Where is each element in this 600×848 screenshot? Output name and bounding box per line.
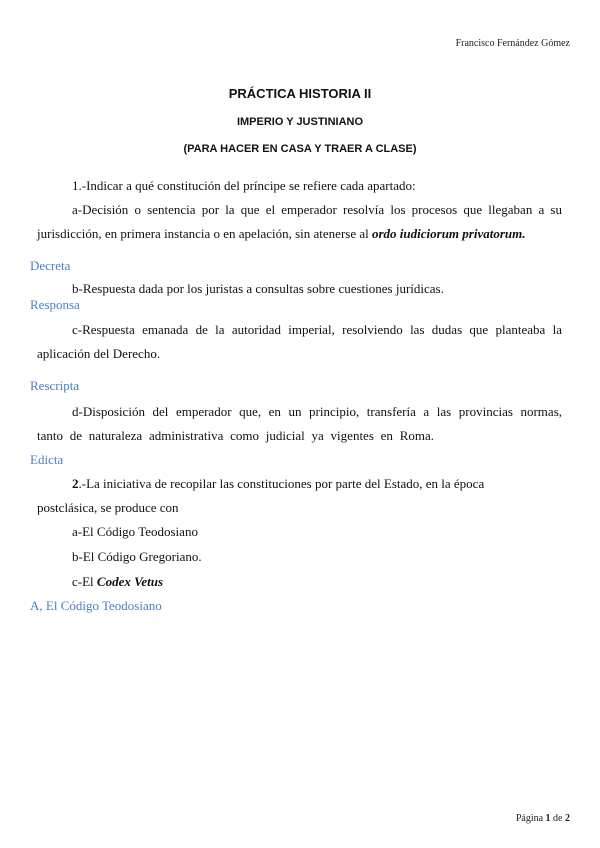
- question-1-a-line1: a-Decisión o sentencia por la que el emperador resolvía los procesos que llegaban a su: [72, 202, 562, 217]
- question-2-text: .-La iniciativa de recopilar las constituciones por parte del Estado, en la época: [78, 476, 485, 491]
- question-2-option-c-emphasis: Codex Vetus: [96, 574, 163, 589]
- question-2-option-b: b-El Código Gregoriano.: [72, 549, 202, 564]
- question-1-c-line1: c-Respuesta emanada de la autoridad imperial, resolviendo las dudas que planteaba la: [72, 322, 562, 337]
- question-1-a-line2: [37, 226, 525, 242]
- question-1-prompt: 1.-Indicar a qué constitución del príncipe se refiere cada apartado:: [72, 178, 416, 193]
- question-1-a-text: jurisdicción, en primera instancia o en apelación, sin atenerse al: [37, 226, 372, 241]
- answer-c: Rescripta: [30, 378, 80, 393]
- answer-d: Edicta: [30, 452, 64, 467]
- question-2-option-a: a-El Código Teodosiano: [72, 524, 198, 539]
- question-2-option-c-text: c-El: [72, 574, 97, 589]
- page-note: (PARA HACER EN CASA Y TRAER A CLASE): [183, 143, 417, 155]
- question-1-c-line2: aplicación del Derecho.: [37, 346, 161, 361]
- page-total: 2: [565, 813, 570, 824]
- page-title: PRÁCTICA HISTORIA II: [228, 86, 372, 101]
- question-2-prompt: [72, 476, 484, 492]
- question-1-d-line2: tanto de naturaleza administrativa como judicial ya vigentes en Roma.: [37, 428, 434, 443]
- question-1-d-line1: d-Disposición del emperador que, en un principio, transfería a las provincias normas,: [72, 404, 562, 419]
- question-1-b-line1: b-Respuesta dada por los juristas a consultas sobre cuestiones jurídicas.: [72, 281, 444, 296]
- question-2-number: 2: [72, 476, 79, 491]
- page-of: de: [553, 813, 563, 824]
- question-1-a-emphasis: ordo iudiciorum privatorum.: [371, 226, 526, 241]
- answer-a: Decreta: [30, 258, 71, 273]
- answer-q2: A, El Código Teodosiano: [30, 598, 162, 613]
- page-label: Página: [515, 813, 544, 824]
- header-author: Francisco Fernández Gómez: [455, 38, 570, 49]
- page-current: 1: [545, 813, 551, 824]
- answer-b: Responsa: [30, 297, 80, 312]
- page-subtitle: IMPERIO Y JUSTINIANO: [236, 116, 364, 128]
- question-2-option-c: [72, 574, 163, 590]
- question-2-prompt-line2: postclásica, se produce con: [37, 500, 179, 515]
- page-number: [516, 813, 570, 824]
